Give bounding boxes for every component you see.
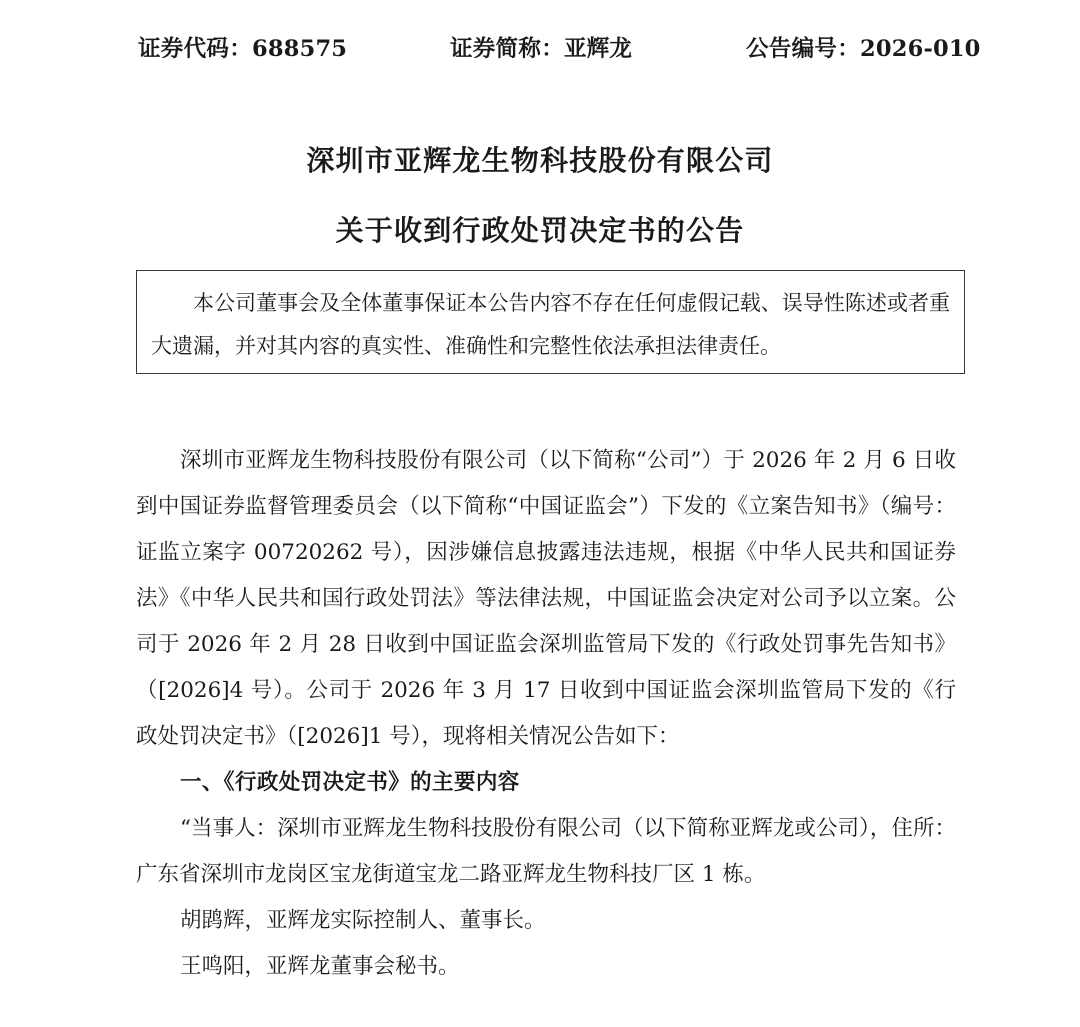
announcement-subject-title: 关于收到行政处罚决定书的公告 — [335, 214, 745, 247]
security-code-field — [138, 32, 347, 66]
document-header-row — [136, 32, 981, 66]
notice-number-value: 2026-010 — [860, 36, 981, 62]
security-code-label: 证券代码： — [138, 36, 253, 62]
body-paragraph-1: 深圳市亚辉龙生物科技股份有限公司（以下简称“公司”）于 2026 年 2 月 6 日收到中国证券监督管理委员会（以下简称“中国证监会”）下发的《立案告知书》（编号：证监立案字 00720262 号），因涉嫌信息披露违法违规，根据《中华人民共和国证券法》《中华人民共和国行政处罚法》等法律法规，中国证监会决定对公司予以立案。公司于 2026 年 2 月 28 日收到中国证监会深圳监管局下发的《行政处罚事先告知书》（[2026]4 号）。公司于 2026 年 3 月 17 日收到中国证监会深圳监管局下发的《行政处罚决定书》（[2026]1 号），现将相关情况公告如下： — [136, 448, 956, 749]
notice-number-label: 公告编号： — [746, 36, 861, 62]
notice-number-field — [746, 32, 981, 66]
party-intro-paragraph: “当事人：深圳市亚辉龙生物科技股份有限公司（以下简称亚辉龙或公司），住所：广东省深圳市龙岗区宝龙街道宝龙二路亚辉龙生物科技厂区 1 栋。 — [136, 816, 956, 887]
document-body — [136, 438, 956, 990]
person-line-1: 胡鹍辉，亚辉龙实际控制人、董事长。 — [180, 908, 546, 933]
section-heading-1: 一、《行政处罚决定书》的主要内容 — [180, 770, 520, 795]
person-line-2: 王鸣阳，亚辉龙董事会秘书。 — [180, 954, 460, 979]
security-abbr-label: 证券简称： — [450, 36, 565, 62]
security-abbr-value: 亚辉龙 — [564, 36, 633, 62]
disclaimer-box — [136, 270, 965, 374]
title-block — [0, 140, 1080, 252]
company-name-title: 深圳市亚辉龙生物科技股份有限公司 — [306, 144, 774, 177]
security-code-value: 688575 — [252, 36, 348, 62]
disclaimer-text: 本公司董事会及全体董事保证本公告内容不存在任何虚假记载、误导性陈述或者重大遗漏，并对其内容的真实性、准确性和完整性依法承担法律责任。 — [151, 291, 950, 358]
security-abbr-field — [450, 32, 632, 66]
